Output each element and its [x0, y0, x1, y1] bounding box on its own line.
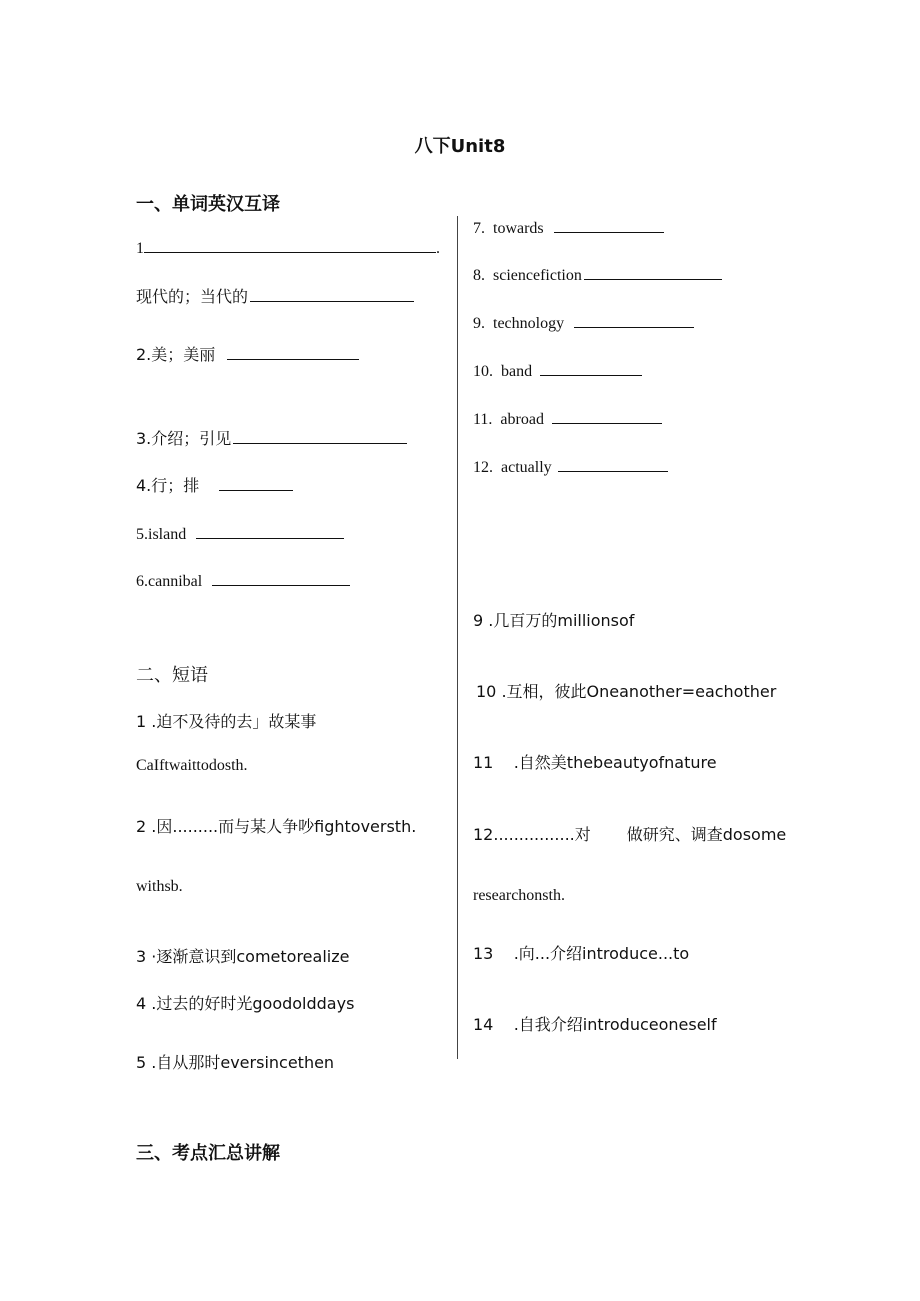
phrase-item-number: 10 — [476, 682, 497, 701]
vocab-item-number: 9. — [473, 315, 485, 332]
phrase-item-text: ................对 — [493, 825, 591, 844]
vocab-item-text: cannibal — [148, 573, 203, 590]
phrase-item-11 — [473, 750, 717, 773]
vocab-item-number: 2. — [136, 345, 152, 364]
vocab-item-number: 12. — [473, 459, 493, 476]
vocab-item-text: technology — [493, 315, 565, 332]
phrase-item-2-continuation: withsb. — [136, 878, 183, 895]
phrase-item-text: .互相，彼此Oneanother=eachother — [501, 682, 777, 701]
phrase-item-text: .自然美thebeautyofnature — [513, 753, 717, 772]
vocab-item-11 — [473, 409, 662, 429]
section-3-heading: 三、考点汇总讲解 — [136, 1143, 280, 1164]
vocab-item-2 — [136, 342, 359, 365]
answer-blank[interactable] — [196, 524, 344, 539]
answer-blank[interactable] — [540, 361, 642, 376]
phrase-item-10 — [476, 679, 776, 702]
vocab-item-9 — [473, 313, 694, 333]
answer-blank[interactable] — [227, 345, 359, 360]
phrase-item-text: .自从那时eversincethen — [151, 1053, 335, 1072]
vocab-item-1 — [136, 238, 440, 258]
phrase-item-3 — [136, 944, 349, 967]
phrase-item-2 — [136, 814, 416, 837]
vocab-item-text: 介绍；引见 — [151, 429, 232, 448]
phrase-item-number: 9 — [473, 611, 484, 630]
vocab-item-number: 6. — [136, 573, 148, 590]
answer-blank[interactable] — [233, 429, 407, 444]
vocab-item-modern — [136, 284, 414, 307]
phrase-item-number: 1 — [136, 712, 147, 731]
vocab-item-12 — [473, 457, 668, 477]
answer-blank[interactable] — [144, 238, 436, 253]
phrase-item-number: 4 — [136, 994, 147, 1013]
vocab-item-4 — [136, 473, 293, 496]
answer-blank[interactable] — [584, 265, 722, 280]
vocab-item-7 — [473, 218, 664, 238]
vocab-item-6 — [136, 571, 350, 591]
phrase-item-13 — [473, 941, 689, 964]
vocab-item-3 — [136, 426, 407, 449]
phrase-item-text: .自我介绍introduceoneself — [513, 1015, 717, 1034]
phrase-item-text: .几百万的millionsof — [488, 611, 635, 630]
vocab-item-number: 7. — [473, 220, 485, 237]
phrase-item-text: .因.........而与某人争吵fightoversth. — [151, 817, 417, 836]
phrase-item-4 — [136, 991, 354, 1014]
phrase-item-number: 14 — [473, 1015, 494, 1034]
vocab-item-text: towards — [493, 220, 544, 237]
phrase-item-number: 2 — [136, 817, 147, 836]
answer-blank[interactable] — [250, 287, 414, 302]
phrase-item-number: 12 — [473, 825, 494, 844]
phrase-item-12 — [473, 822, 786, 845]
phrase-item-number: 11 — [473, 753, 494, 772]
column-divider — [457, 216, 458, 1059]
phrase-item-1-english: CaIftwaittodosth. — [136, 757, 248, 774]
phrase-item-1 — [136, 709, 316, 732]
vocab-item-text: 行；排 — [151, 476, 200, 495]
phrase-item-number: 3 — [136, 947, 147, 966]
vocab-item-number: 1 — [136, 240, 144, 257]
phrase-item-9 — [473, 608, 634, 631]
vocab-item-number: 10. — [473, 363, 493, 380]
vocab-item-number: 5. — [136, 526, 148, 543]
vocab-item-5 — [136, 524, 344, 544]
vocab-item-number: 4. — [136, 476, 152, 495]
phrase-item-text-continued: 做研究、调查dosome — [626, 825, 787, 844]
answer-blank[interactable] — [574, 313, 694, 328]
vocab-item-10 — [473, 361, 642, 381]
vocab-item-text: band — [501, 363, 533, 380]
answer-blank[interactable] — [554, 218, 664, 233]
phrase-item-number: 13 — [473, 944, 494, 963]
answer-blank[interactable] — [552, 409, 662, 424]
vocab-item-text: actually — [501, 459, 552, 476]
section-2-heading: 二、短语 — [136, 665, 208, 686]
vocab-item-number: 11. — [473, 411, 493, 428]
phrase-item-number: 5 — [136, 1053, 147, 1072]
phrase-item-text: .过去的好时光goodolddays — [151, 994, 355, 1013]
vocab-item-text: abroad — [500, 411, 544, 428]
phrase-item-5 — [136, 1050, 335, 1072]
vocab-item-text: 现代的；当代的 — [136, 287, 249, 306]
answer-blank[interactable] — [219, 476, 293, 491]
section-1-heading: 一、单词英汉互译 — [136, 194, 280, 215]
phrase-item-14 — [473, 1012, 717, 1035]
vocab-item-text: sciencefiction — [493, 267, 582, 284]
phrase-item-12-continuation: researchonsth. — [473, 887, 565, 904]
phrase-item-text: ·逐渐意识到cometorealize — [151, 947, 350, 966]
vocab-item-number: 3. — [136, 429, 152, 448]
vocab-item-text: island — [148, 526, 187, 543]
answer-blank[interactable] — [212, 571, 350, 586]
phrase-item-text: .向...介绍introduce...to — [513, 944, 690, 963]
vocab-item-8 — [473, 265, 722, 285]
page-title: 八下Unit8 — [414, 136, 506, 157]
phrase-item-text: .迫不及待的去」故某事 — [151, 712, 317, 731]
answer-blank[interactable] — [558, 457, 668, 472]
vocab-item-number: 8. — [473, 267, 485, 284]
vocab-item-text: 美；美丽 — [151, 345, 216, 364]
vocab-item-trail: . — [436, 240, 440, 257]
